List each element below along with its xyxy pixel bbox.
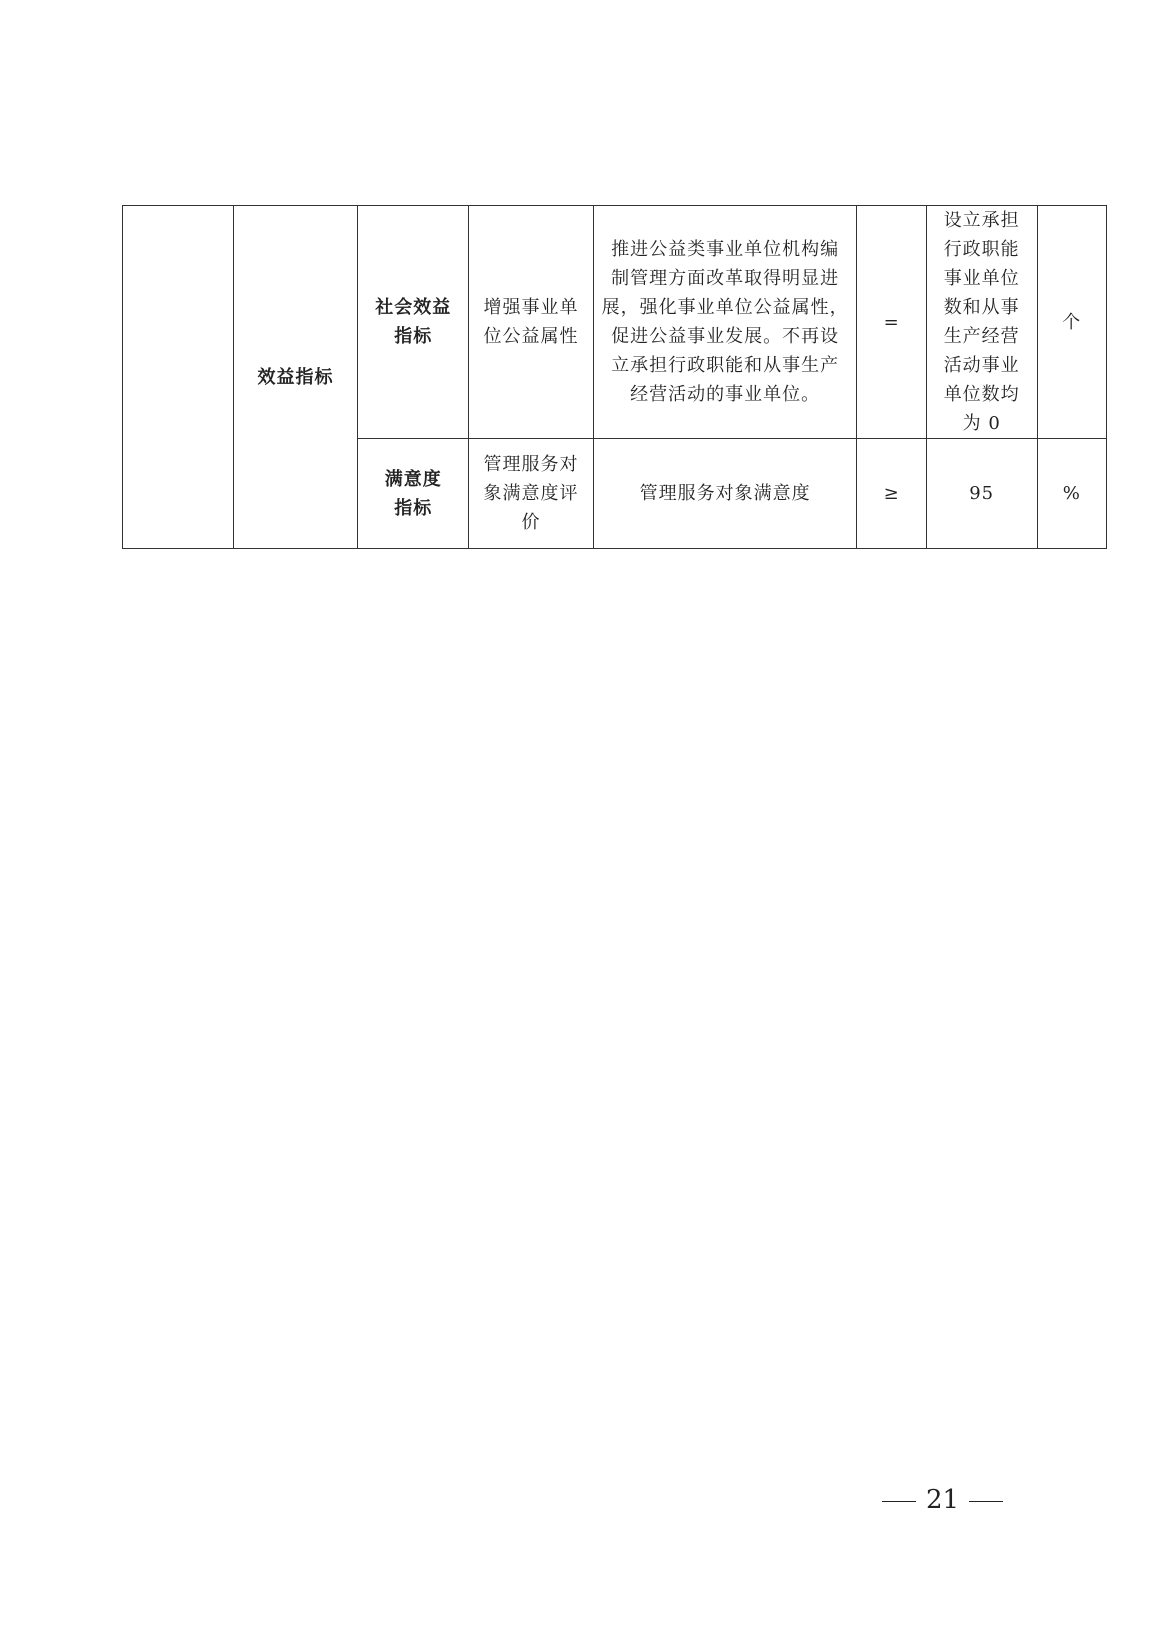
- target-cell: [926, 439, 1037, 549]
- unit-cell: [1037, 439, 1106, 549]
- page-footer: [872, 1485, 1013, 1515]
- category-cell: [233, 206, 358, 549]
- category-label: 效益指标: [257, 366, 334, 388]
- performance-indicator-table: [122, 205, 1107, 549]
- unit-cell: [1037, 206, 1106, 439]
- unit-label: %: [1062, 483, 1081, 504]
- indicator-name: 增强事业单 位公益属性: [483, 297, 579, 347]
- blank-first-column-cell: [123, 206, 234, 549]
- operator-cell: [857, 439, 926, 549]
- dash-right: [969, 1501, 1003, 1502]
- table-row: [123, 206, 1107, 439]
- indicator-name: 管理服务对 象满意度评 价: [483, 454, 579, 533]
- indicator-content: 推进公益类事业单位机构编 制管理方面改革取得明显进 展，强化事业单位公益属性， 促进公益事业发展。不再设 立承担行政职能和从事生产 经营活动的事业单位。: [601, 239, 849, 405]
- target-value: 设立承担 行政职能 事业单位 数和从事 生产经营 活动事业 单位数均 为 0: [943, 210, 1020, 434]
- dash-left: [882, 1501, 916, 1502]
- target-value: 95: [969, 483, 995, 504]
- sub-category-label: 满意度 指标: [384, 468, 442, 519]
- content-cell: [593, 439, 857, 549]
- indicator-cell: [469, 206, 594, 439]
- indicator-cell: [469, 439, 594, 549]
- target-cell: [926, 206, 1037, 439]
- page-number: 21: [926, 1485, 960, 1515]
- sub-category-cell: [358, 206, 469, 439]
- content-cell: [593, 206, 857, 439]
- operator-symbol: =: [883, 311, 900, 333]
- operator-cell: [857, 206, 926, 439]
- indicator-content: 管理服务对象满意度: [639, 483, 811, 504]
- sub-category-label: 社会效益 指标: [375, 297, 452, 347]
- operator-symbol: ≥: [883, 483, 900, 504]
- sub-category-cell: [358, 439, 469, 549]
- unit-label: 个: [1062, 311, 1082, 333]
